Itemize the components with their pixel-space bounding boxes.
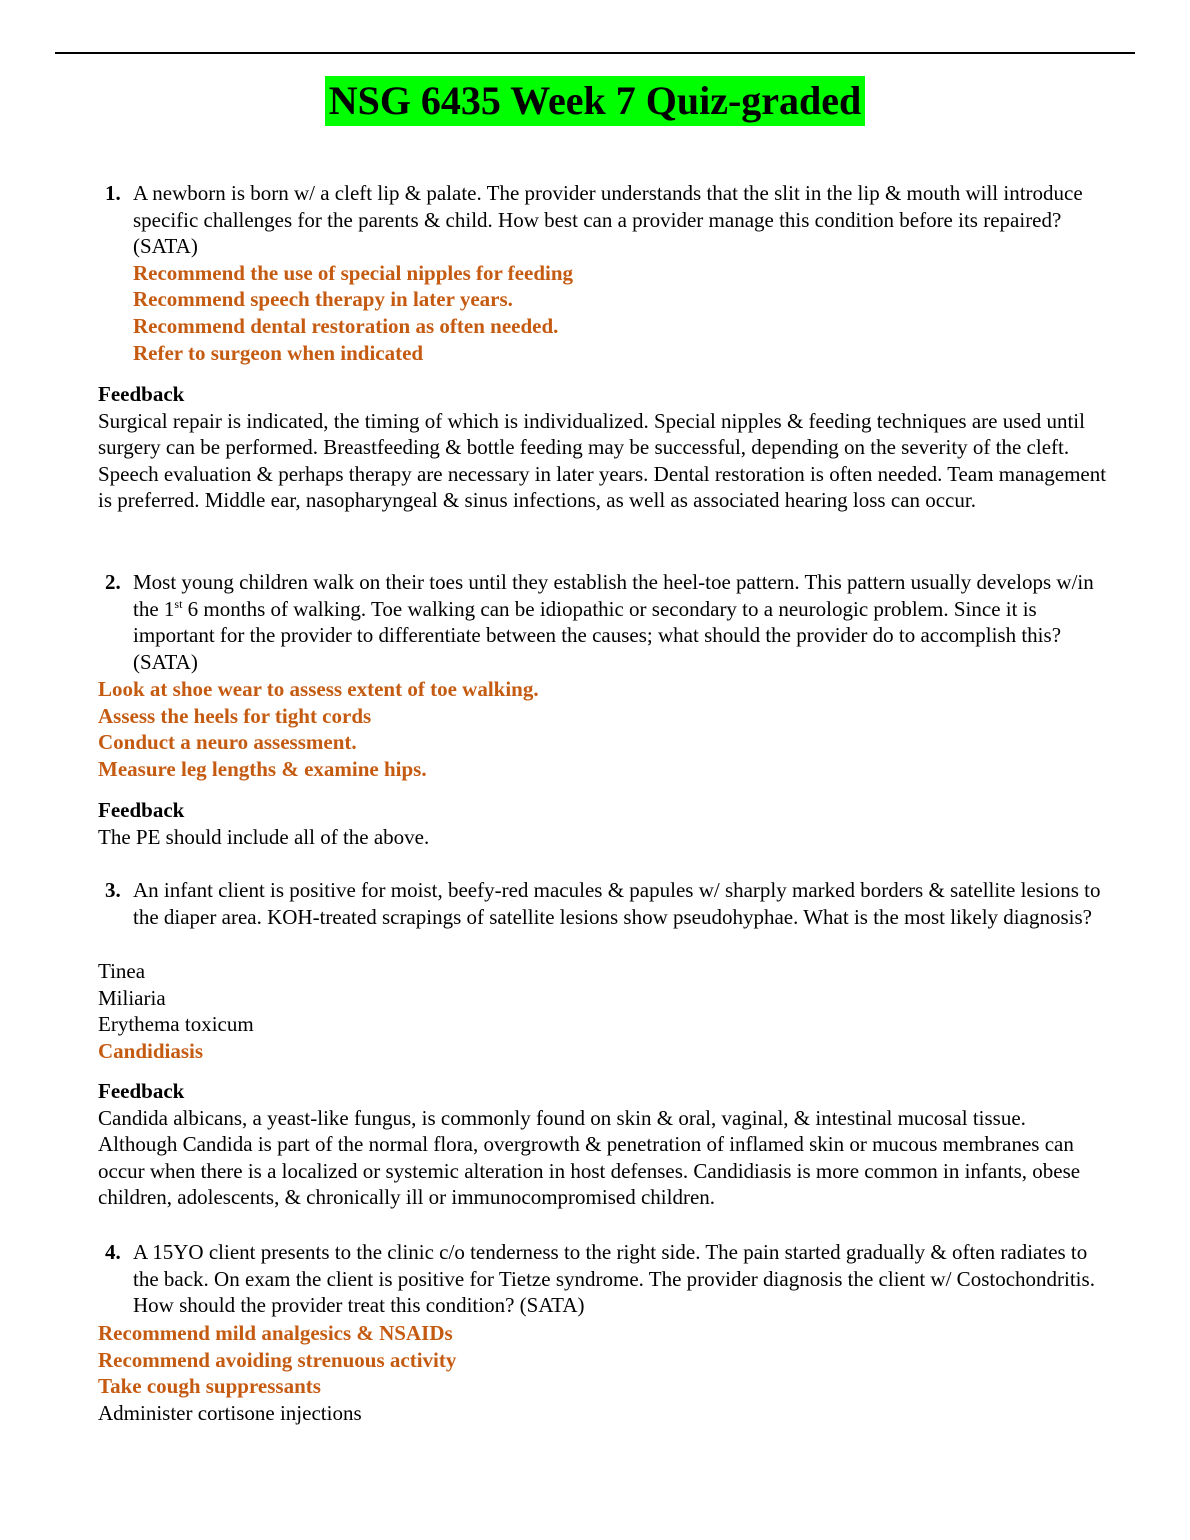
options-3: [98, 958, 1108, 1064]
correct-answer-option: Candidiasis: [98, 1038, 204, 1063]
answer-option: Recommend mild analgesics & NSAIDs: [98, 1321, 453, 1345]
answer-option: Erythema toxicum: [98, 1012, 254, 1037]
answer-option: Recommend dental restoration as often needed.: [133, 313, 559, 338]
question-number: 2.: [105, 570, 121, 594]
feedback-3: [98, 1078, 1108, 1211]
feedback-text: Candida albicans, a yeast-like fungus, is commonly found on skin & oral, vaginal, & intestinal mucosal tissue. Although Candida is part of the normal flora, overgrowth & penetration of inflamed skin or mucous membranes can occur when there is a localized or systemic alteration in host defenses. Candidiasis is more common in infants, obese children, adolescents, & chronically ill or immunocompromised children.: [98, 1105, 1081, 1210]
feedback-text: The PE should include all of the above.: [98, 824, 430, 849]
question-number: 1.: [105, 181, 121, 205]
feedback-2: [98, 797, 1108, 850]
question-stem: An infant client is positive for moist, beefy-red macules & papules w/ sharply marked borders & satellite lesions to the diaper area. KOH-treated scrapings of satellite lesions show pseudohyphae. What is the most likely diagnosis?: [133, 878, 1101, 929]
question-4: [105, 1239, 1105, 1319]
feedback-heading: Feedback: [98, 798, 185, 822]
options-2: [98, 676, 1108, 782]
answer-option: Miliaria: [98, 985, 166, 1010]
question-number: 3.: [105, 878, 121, 902]
options-4: [98, 1320, 1108, 1426]
answer-option: Measure leg lengths & examine hips.: [98, 756, 427, 781]
answer-option: Recommend speech therapy in later years.: [133, 287, 513, 312]
question-stem: Most young children walk on their toes until they establish the heel-toe pattern. This pattern usually develops w/in the 1st 6 months of walking. Toe walking can be idiopathic or secondary to a neurologic problem. Since it is important for the provider to differentiate between the causes; what should the provider do to accomplish this? (SATA): [133, 570, 1094, 674]
feedback-heading: Feedback: [98, 1079, 185, 1103]
feedback-text: Surgical repair is indicated, the timing of which is individualized. Special nipples & feeding techniques are used until surgery can be performed. Breastfeeding & bottle feeding may be successful, depending on the severity of the cleft. Speech evaluation & perhaps therapy are necessary in later years. Dental restoration is often needed. Team management is preferred. Middle ear, nasopharyngeal & sinus infections, as well as associated hearing loss can occur.: [98, 408, 1107, 513]
page-title: NSG 6435 Week 7 Quiz-graded: [325, 76, 866, 126]
answer-option: Conduct a neuro assessment.: [98, 730, 357, 755]
question-1: [105, 180, 1105, 366]
question-stem: A 15YO client presents to the clinic c/o tenderness to the right side. The pain started gradually & often radiates to the back. On exam the client is positive for Tietze syndrome. The provider diagnosis the client w/ Costochondritis. How should the provider treat this condition? (SATA): [133, 1240, 1095, 1318]
answer-option: Recommend avoiding strenuous activity: [98, 1347, 457, 1372]
answer-option: Take cough suppressants: [98, 1374, 321, 1399]
question-2: [105, 569, 1105, 675]
question-stem: A newborn is born w/ a cleft lip & palate. The provider understands that the slit in the lip & mouth will introduce specific challenges for the parents & child. How best can a provider manage this condition before its repaired? (SATA): [133, 181, 1083, 259]
feedback-1: [98, 381, 1108, 514]
question-3: [105, 877, 1105, 930]
answer-option: Refer to surgeon when indicated: [133, 340, 424, 365]
answer-option: Assess the heels for tight cords: [98, 703, 372, 728]
answer-option: Tinea: [98, 959, 146, 983]
top-rule: [55, 52, 1135, 54]
answer-option: Look at shoe wear to assess extent of toe walking.: [98, 677, 539, 701]
answer-option: Administer cortisone injections: [98, 1400, 362, 1425]
answer-option: Recommend the use of special nipples for feeding: [133, 260, 574, 285]
feedback-heading: Feedback: [98, 382, 185, 406]
question-number: 4.: [105, 1240, 121, 1264]
